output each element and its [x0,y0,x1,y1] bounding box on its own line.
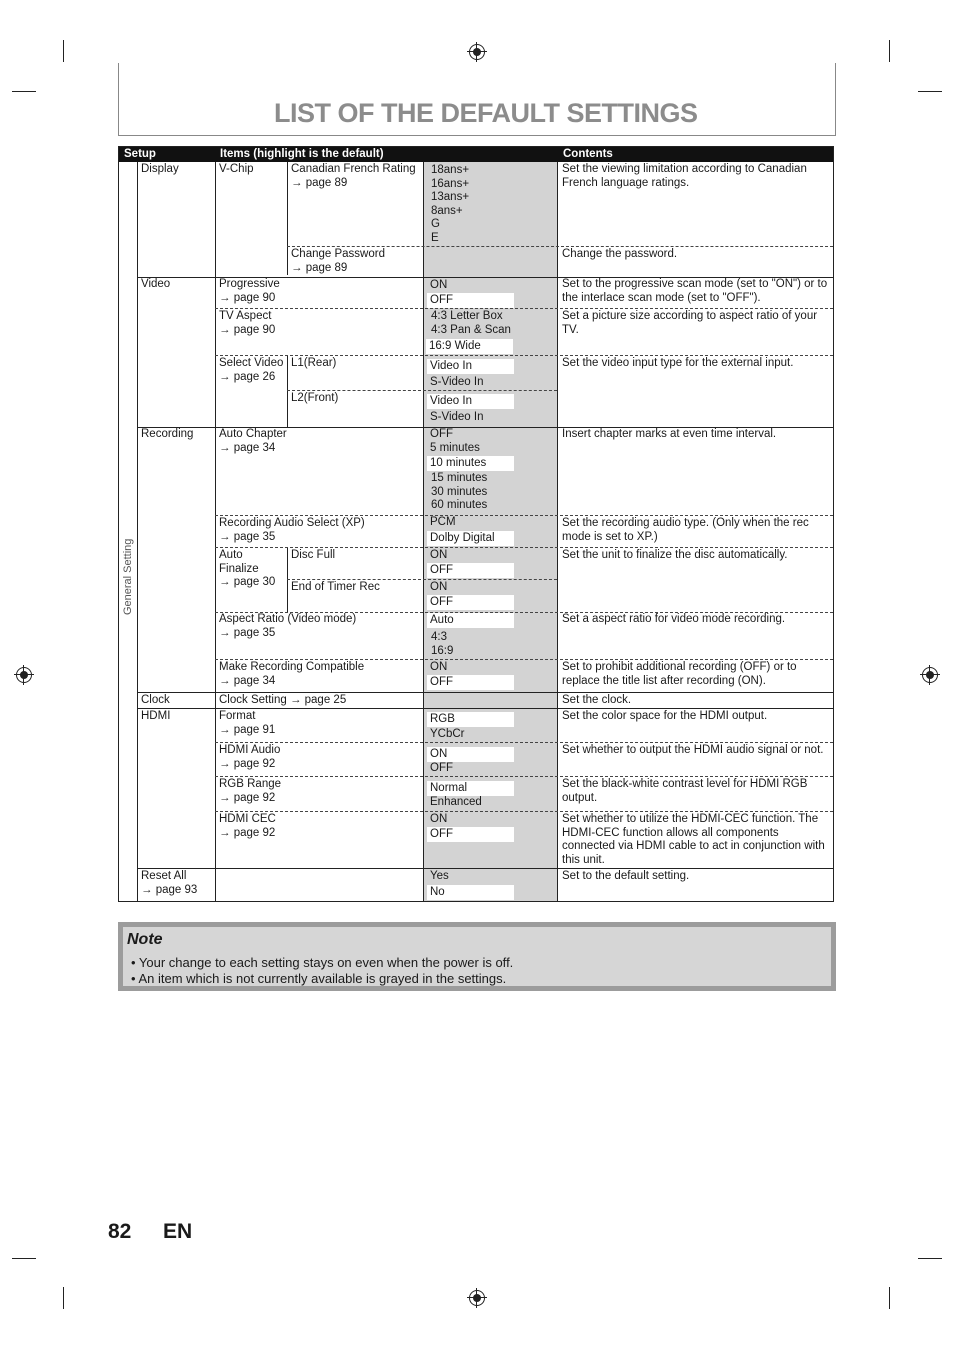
item-l1-rear: L1(Rear) [291,357,337,369]
note-title: Note [127,931,163,948]
content-auto-chapter: Insert chapter marks at even time interval. [562,428,777,440]
item-make-recording-compatible: Make Recording Compatible → page 34 [219,661,365,687]
option-off-default: OFF [427,293,514,308]
item-aspect-ratio: Aspect Ratio (Video mode) → page 35 [219,613,357,639]
option-off-default: OFF [427,675,514,690]
registration-mark-icon [469,44,485,60]
crop-mark [918,1258,942,1259]
option-ycbcr: YCbCr [430,728,465,740]
content-tv-aspect: Set a picture size according to aspect ratio of your TV. [562,310,818,336]
item-format: Format → page 91 [219,710,276,736]
content-make-recording-compatible: Set to prohibit additional recording (OFF) or to replace the title list after recording (ON). [562,661,797,687]
item-select-video: Select Video → page 26 [219,357,284,383]
option-list: 4:3 Letter Box 4:3 Pan & Scan [431,310,511,336]
category-display: Display [141,163,179,175]
crop-mark [63,1287,64,1309]
category-reset: Reset All → page 93 [141,870,198,896]
option-pcm: PCM [430,516,456,528]
crop-mark [12,91,36,92]
content-reset: Set to the default setting. [562,870,690,882]
option-s-video-in: S-Video In [430,376,484,388]
page-title: LIST OF THE DEFAULT SETTINGS [274,98,698,128]
item-hdmi-audio: HDMI Audio → page 92 [219,744,281,770]
option-off-default: OFF [427,827,514,842]
option-off: OFF [430,762,453,774]
item-l2-front: L2(Front) [291,392,339,404]
registration-mark-icon [469,1290,485,1306]
item-clock-setting: Clock Setting → page 25 [219,694,347,706]
option-video-in-default: Video In [427,359,514,374]
content-format: Set the color space for the HDMI output. [562,710,768,722]
settings-table [118,146,834,902]
crop-mark [889,1287,890,1309]
page-number: 82 [108,1220,132,1243]
option-rgb-default: RGB [427,712,514,727]
option-on: ON [430,581,448,593]
item-recording-audio: Recording Audio Select (XP) → page 35 [219,517,365,543]
content-hdmi-cec: Set whether to utilize the HDMI-CEC function. The HDMI-CEC function allows all components connected via HDMI cable to act in conjunction with this unit. [562,813,825,866]
crop-mark [12,1258,36,1259]
content-canadian-french-rating: Set the viewing limitation according to Canadian French language ratings. [562,163,807,189]
item-auto-finalize: Auto Finalize → page 30 [219,549,276,589]
option-off: OFF [430,428,453,440]
content-auto-finalize: Set the unit to finalize the disc automatically. [562,549,788,561]
header-contents: Contents [558,147,833,162]
category-clock: Clock [141,694,170,706]
header-items: Items (highlight is the default) [215,147,558,162]
registration-mark-icon [16,667,32,683]
item-auto-chapter: Auto Chapter → page 34 [219,428,287,454]
registration-mark-icon [922,667,938,683]
crop-mark [63,40,64,62]
header-setup: Setup [119,147,215,162]
option-normal-default: Normal [427,781,514,796]
category-recording: Recording [141,428,194,440]
content-select-video: Set the video input type for the external input. [562,357,794,369]
content-aspect-ratio: Set a aspect ratio for video mode recording. [562,613,786,625]
option-on-default: ON [427,747,514,762]
content-hdmi-audio: Set whether to output the HDMI audio signal or not. [562,744,824,756]
item-hdmi-cec: HDMI CEC → page 92 [219,813,276,839]
note-box [118,922,836,991]
category-hdmi: HDMI [141,710,171,722]
option-on: ON [430,549,448,561]
item-tv-aspect: TV Aspect → page 90 [219,310,276,336]
item-disc-full: Disc Full [291,549,336,561]
item-canadian-french-rating: Canadian French Rating → page 89 [291,163,416,189]
item-progressive: Progressive → page 90 [219,278,280,304]
option-list: 4:3 16:9 [431,631,454,657]
option-list: 18ans+ 16ans+ 13ans+ 8ans+ G E [431,164,470,244]
content-recording-audio: Set the recording audio type. (Only when the rec mode is set to XP.) [562,517,809,543]
option-list: 15 minutes 30 minutes 60 minutes [431,472,488,512]
option-enhanced: Enhanced [430,796,482,808]
option-wide-default: 16:9 Wide [426,339,513,354]
category-video: Video [141,278,171,290]
option-no-default: No [427,885,514,900]
option-off-default: OFF [427,563,514,578]
item-change-password: Change Password → page 89 [291,248,385,274]
option-on: ON [430,813,448,825]
note-item: • Your change to each setting stays on even when the power is off. [131,955,514,970]
option-5-minutes: 5 minutes [430,442,480,454]
option-on: ON [430,661,448,673]
option-s-video-in: S-Video In [430,411,484,423]
crop-mark [918,91,942,92]
item-rgb-range: RGB Range → page 92 [219,778,282,804]
option-off-default: OFF [427,595,514,610]
language-code: EN [163,1220,193,1243]
side-label: General Setting [122,538,135,616]
option-video-in-default: Video In [427,394,514,409]
option-on: ON [430,279,448,291]
option-auto-default: Auto [427,613,514,628]
content-progressive: Set to the progressive scan mode (set to "ON") or to the interlace scan mode (set to "OFF"). [562,278,828,304]
option-yes: Yes [430,870,449,882]
item-vchip: V-Chip [219,163,254,175]
item-end-of-timer-rec: End of Timer Rec [291,581,380,593]
option-dolby-digital-default: Dolby Digital [427,531,514,546]
content-change-password: Change the password. [562,248,678,260]
content-clock: Set the clock. [562,694,632,706]
option-10-minutes-default: 10 minutes [427,456,514,471]
content-rgb-range: Set the black-white contrast level for HDMI RGB output. [562,778,808,804]
crop-mark [889,40,890,62]
note-item: • An item which is not currently available is grayed in the settings. [131,971,507,986]
